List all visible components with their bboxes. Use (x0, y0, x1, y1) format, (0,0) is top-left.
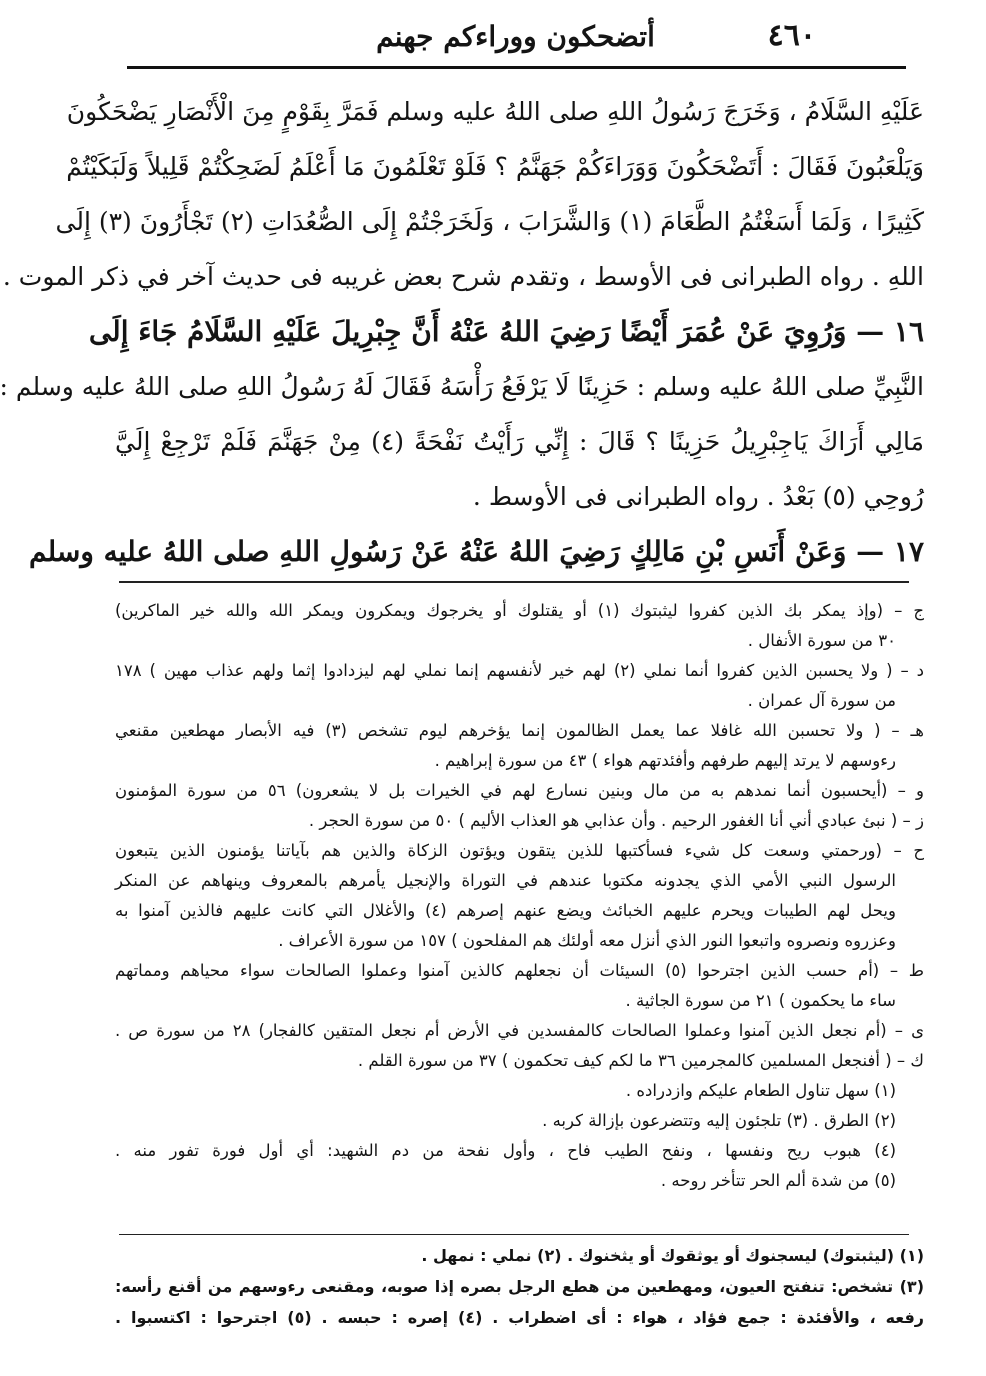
note-line: من سورة آل عمران . (747, 691, 896, 710)
hadith-17-line: ١٧ — وَعَنْ أَنَسِ بْنِ مَالِكٍ رَضِيَ اللهُ عَنْهُ عَنْ رَسُولِ اللهِ صلى اللهُ عليه وسلم (29, 535, 924, 568)
note-line: ط – (أم حسب الذين اجترحوا (٥) السيئات أن نجعلهم كالذين آمنوا وعملوا الصالحات سواء محياهم ومماتهم (115, 961, 925, 980)
main-line: كَثِيرًا ، وَلَمَا أَسَغْتُمُ الطَّعَامَ (١) وَالشَّرَابَ ، وَلَخَرَجْتُمْ إِلَى الصُّعُدَاتِ (٢) تَجْأَرُونَ (٣) إِلَى (55, 207, 924, 236)
commentary-notes (115, 596, 924, 1196)
hadith-16-line: ١٦ — وَرُوِيَ عَنْ عُمَرَ أَيْضًا رَضِيَ اللهُ عَنْهُ أَنَّ جِبْرِيلَ عَلَيْهِ السَّلَامُ جَاءَ إِلَى (88, 315, 924, 348)
footnotes (115, 1240, 924, 1333)
footnotes-separator (119, 1234, 909, 1235)
main-line: اللهِ . رواه الطبرانى فى الأوسط ، وتقدم شرح بعض غريبه فى حديث آخر في ذكر الموت . (2, 262, 924, 291)
note-line: هـ – ( ولا تحسبن الله غافلا عما يعمل الظالمون إنما يؤخرهم ليوم تشخص (٣) فيه الأبصار مهطعين مقنعي (115, 721, 924, 740)
note-line: ز – ( نبئ عبادي أني أنا الغفور الرحيم . وأن عذابي هو العذاب الأليم ) ٥٠ من سورة الحجر . (308, 811, 924, 830)
note-line: ى – (أم نجعل الذين آمنوا وعملوا الصالحات كالمفسدين في الأرض أم نجعل المتقين كالفجار) ٢٨ من سورة ص . (115, 1021, 924, 1040)
page-number: ٤٦٠ (767, 18, 816, 53)
note-line: وعزروه ونصروه واتبعوا النور الذي أنزل معه أولئك هم المفلحون ) ١٥٧ من سورة الأعراف . (278, 931, 896, 950)
note-line: ج – (وإذ يمكر بك الذين كفروا ليثبتوك (١) أو يقتلوك أو يخرجوك ويمكرون ويمكر الله والله خير الماكرين) (115, 601, 924, 620)
note-line: الرسول النبي الأمي الذي يجدونه مكتوبا عندهم في التوراة والإنجيل يأمرهم بالمعروف وينهاهم عن المنكر (115, 871, 896, 890)
notes-separator (119, 581, 909, 583)
main-line: مَالِي أَرَاكَ يَاجِبْرِيلُ حَزِينًا ؟ قَالَ : إِنِّي رَأَيْتُ نَفْحَةً (٤) مِنْ جَهَنَّمَ فَلَمْ تَرْجِعْ إِلَيَّ (115, 427, 924, 456)
note-line: د – ( ولا يحسبن الذين كفروا أنما نملي (٢) لهم خير لأنفسهم إنما نملي لهم ليزدادوا إثما ولهم عذاب مهين ) ١٧٨ (115, 661, 924, 680)
note-line: ساء ما يحكمون ) ٢١ من سورة الجاثية . (625, 991, 896, 1010)
running-title: أتضحكون ووراءكم جهنم (376, 20, 655, 53)
note-line: (٥) من شدة ألم الحر تتأخر روحه . (660, 1171, 896, 1190)
note-line: و – (أيحسبون أنما نمدهم به من مال وبنين نسارع لهم في الخيرات بل لا يشعرون) ٥٦ من سورة المؤمنون (115, 781, 924, 800)
page-header (125, 14, 906, 58)
note-line: (٤) هبوب ريح ونفسها ، ونفح الطيب فاح ، وأول نفحة من دم الشهيد: أي أول فورة تفور منه . (115, 1141, 896, 1160)
header-rule (127, 66, 906, 69)
main-line: رُوحِي (٥) بَعْدُ . رواه الطبرانى فى الأوسط . (472, 482, 924, 511)
footnote-line: (١) (ليثبتوك) ليسجنوك أو يوثقوك أو يثخنوك . (٢) نملي : نمهل . (421, 1246, 924, 1265)
note-line: ح – (ورحمتي وسعت كل شيء فسأكتبها للذين يتقون ويؤتون الزكاة والذين هم بآياتنا يؤمنون الذين يتبعون (115, 841, 924, 860)
note-line: (١) سهل تناول الطعام عليكم وازدراده . (625, 1081, 896, 1100)
note-line: ك – ( أفنجعل المسلمين كالمجرمين ٣٦ ما لكم كيف تحكمون ) ٣٧ من سورة القلم . (357, 1051, 924, 1070)
note-line: ٣٠ من سورة الأنفال . (747, 631, 896, 650)
main-text (0, 84, 924, 579)
note-line: ويحل لهم الطيبات ويحرم عليهم الخبائث ويضع عنهم إصرهم (٤) والأغلال التي كانت عليهم فالذين آمنوا به (115, 901, 896, 920)
note-line: رءوسهم لا يرتد إليهم طرفهم وأفئدتهم هواء ) ٤٣ من سورة إبراهيم . (434, 751, 896, 770)
main-line: عَلَيْهِ السَّلَامُ ، وَخَرَجَ رَسُولُ اللهِ صلى اللهُ عليه وسلم فَمَرَّ بِقَوْمٍ مِنَ الْأَنْصَارِ يَضْحَكُونَ (66, 97, 924, 126)
main-line: وَيَلْعَبُونَ فَقَالَ : أَتَضْحَكُونَ وَوَرَاءَكُمْ جَهَنَّمُ ؟ فَلَوْ تَعْلَمُونَ مَا أَعْلَمُ لَضَحِكْتُمْ قَلِيلاً وَلَبَكَيْتُمْ (66, 152, 924, 181)
footnote-line: رفعه ، والأفئدة : جمع فؤاد ، هواء : أى اضطراب . (٤) إصره : حبسه . (٥) اجترحوا : اكتسبوا . (115, 1308, 925, 1327)
footnote-line: (٣) تشخص: تنفتح العيون، ومهطعين من هطع الرجل بصره إذا صوبه، ومقنعى رءوسهم من أقنع رأسه: (115, 1277, 924, 1296)
note-line: (٢) الطرق . (٣) تلجئون إليه وتتضرعون بإزالة كربه . (542, 1111, 896, 1130)
main-line: النَّبِيِّ صلى اللهُ عليه وسلم : حَزِينًا لَا يَرْفَعُ رَأْسَهُ فَقَالَ لَهُ رَسُولُ اللهِ صلى اللهُ عليه وسلم : (0, 372, 924, 401)
